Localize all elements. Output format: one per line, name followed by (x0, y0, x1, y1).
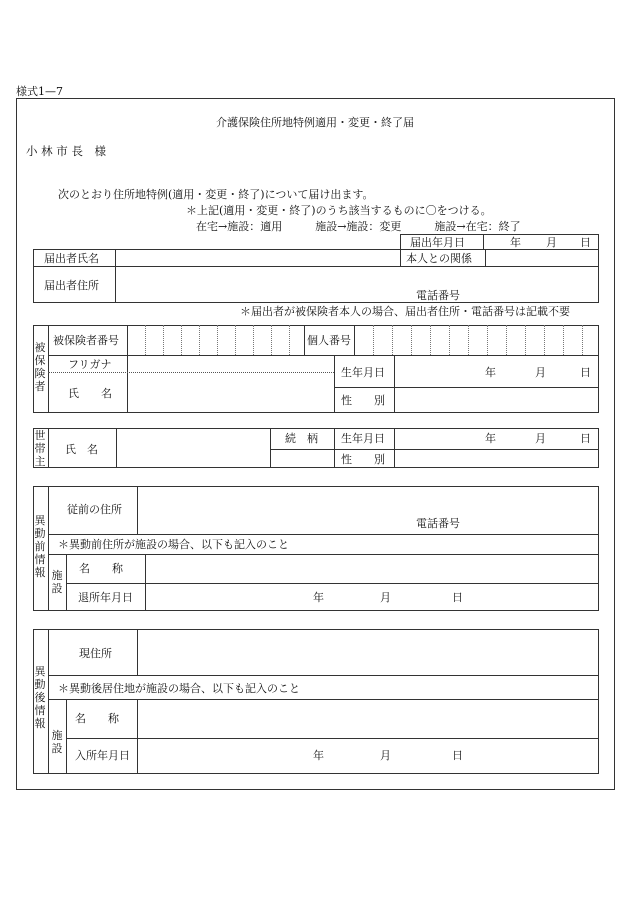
insured-birth-year-unit: 年 (485, 366, 496, 379)
submit-year-unit: 年 (510, 236, 521, 249)
after-facility-name-field[interactable] (138, 700, 598, 737)
move-in-year-unit: 年 (313, 749, 324, 762)
move-out-day-unit: 日 (452, 591, 463, 604)
before-note: ＊異動前住所が施設の場合、以下も記入のこと (58, 538, 289, 551)
submitter-note: ＊届出者が被保険者本人の場合、届出者住所・電話番号は記載不要 (240, 305, 570, 318)
after-facility-side-label: 施設 (51, 729, 63, 755)
householder-name-label: 氏 名 (65, 443, 98, 456)
submit-day-unit: 日 (580, 236, 591, 249)
before-facility-name-field[interactable] (146, 555, 598, 582)
insured-side-label: 被保険者 (34, 341, 46, 393)
form-title: 介護保険住所地特例適用・変更・終了届 (216, 116, 414, 129)
prev-address-label: 従前の住所 (67, 503, 122, 516)
move-in-month-unit: 月 (380, 749, 391, 762)
prev-address-field[interactable] (138, 487, 598, 533)
submitter-address-field[interactable] (116, 267, 598, 302)
after-note: ＊異動後居住地が施設の場合、以下も記入のこと (58, 682, 300, 695)
householder-relation-label: 続 柄 (285, 432, 318, 445)
intro-line1: 次のとおり住所地特例(適用・変更・終了)について届け出ます。 (58, 188, 374, 201)
householder-birth-month-unit: 月 (535, 432, 546, 445)
relation-field[interactable] (486, 250, 598, 265)
move-out-date-label: 退所年月日 (78, 591, 133, 604)
insured-birth-day-unit: 日 (580, 366, 591, 379)
before-phone-label: 電話番号 (416, 517, 460, 530)
current-address-field[interactable] (138, 630, 598, 674)
insured-birth-month-unit: 月 (535, 366, 546, 379)
before-facility-side-label: 施設 (51, 569, 63, 595)
insured-birth-label: 生年月日 (341, 366, 385, 379)
intro-line3: 在宅→施設：適用 施設→施設：変更 施設→在宅：終了 (196, 220, 521, 233)
intro-line2: ＊上記(適用・変更・終了)のうち該当するものに〇をつける。 (186, 204, 492, 217)
submitter-phone-label: 電話番号 (416, 289, 460, 302)
furigana-label: フリガナ (68, 358, 112, 371)
furigana-field[interactable] (128, 356, 333, 371)
householder-birth-year-unit: 年 (485, 432, 496, 445)
after-side-label: 異動後情報 (34, 665, 46, 730)
move-in-day-unit: 日 (452, 749, 463, 762)
submitter-name-field[interactable] (116, 250, 399, 265)
form-id: 様式1—7 (16, 85, 63, 98)
householder-birth-day-unit: 日 (580, 432, 591, 445)
relation-label: 本人との関係 (406, 252, 472, 265)
move-out-year-unit: 年 (313, 591, 324, 604)
addressee: 小 林 市 長 様 (26, 144, 106, 158)
insured-number-label: 被保険者番号 (53, 334, 119, 347)
submit-month-unit: 月 (546, 236, 557, 249)
before-facility-name-label: 名 称 (79, 562, 123, 575)
submitter-name-label: 届出者氏名 (44, 252, 99, 265)
householder-sex-label: 性 別 (341, 453, 385, 466)
move-in-date-label: 入所年月日 (75, 749, 130, 762)
current-address-label: 現住所 (79, 647, 112, 660)
submitter-address-label: 届出者住所 (44, 279, 99, 292)
insured-sex-field[interactable] (395, 388, 598, 412)
householder-birth-label: 生年月日 (341, 432, 385, 445)
householder-name-field[interactable] (117, 429, 269, 467)
submit-date-label: 届出年月日 (410, 236, 465, 249)
personal-number-label: 個人番号 (307, 334, 351, 347)
insured-name-label: 氏 名 (68, 387, 112, 400)
householder-side-label: 世帯主 (34, 429, 46, 468)
insured-name-field[interactable] (128, 373, 333, 412)
before-side-label: 異動前情報 (34, 514, 46, 579)
move-out-month-unit: 月 (380, 591, 391, 604)
insured-sex-label: 性 別 (341, 394, 385, 407)
after-facility-name-label: 名 称 (75, 712, 119, 725)
